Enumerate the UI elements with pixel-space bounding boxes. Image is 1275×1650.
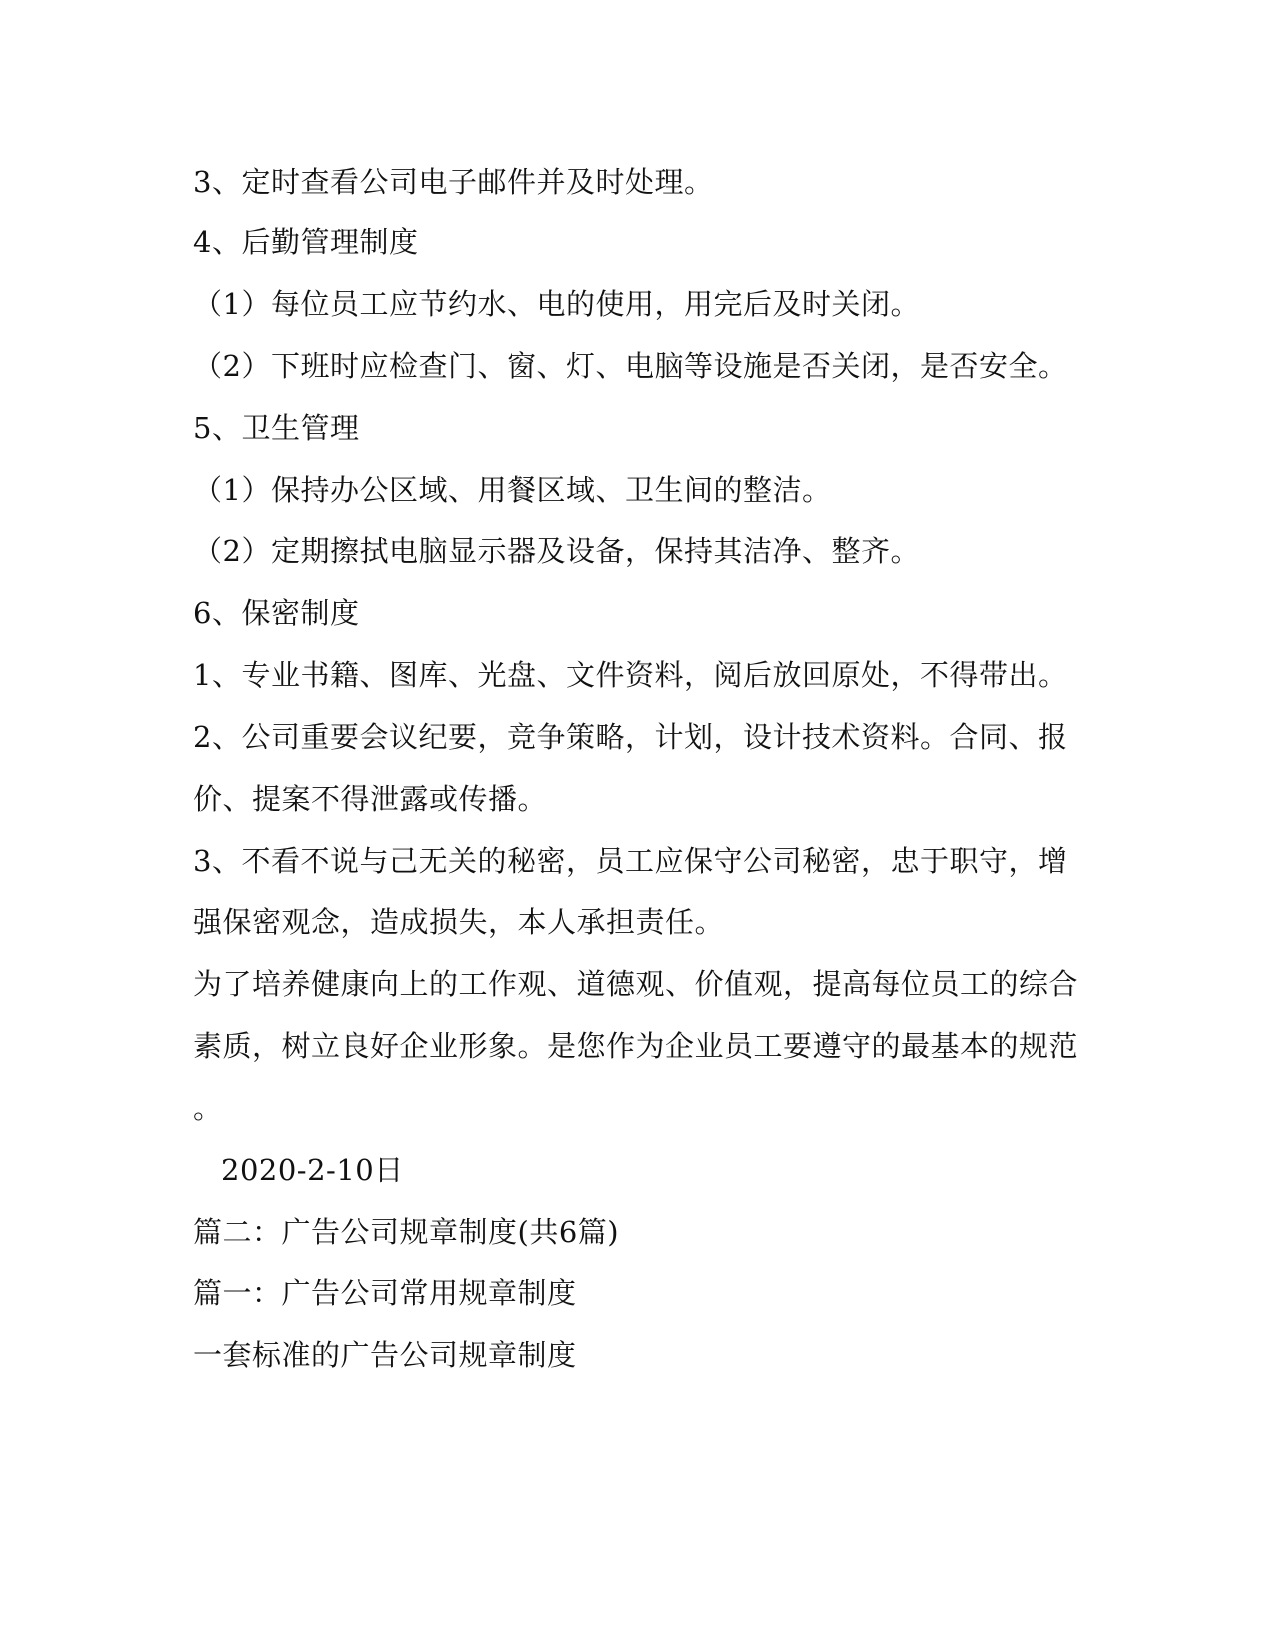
- text-line: 价、提案不得泄露或传播。: [193, 782, 548, 816]
- section-heading: 5、卫生管理: [193, 411, 360, 445]
- text-line: 3、定时查看公司电子邮件并及时处理。: [193, 165, 714, 199]
- text-line: 为了培养健康向上的工作观、道德观、价值观，提高每位员工的综合: [193, 967, 1079, 1001]
- text-line: （2）定期擦拭电脑显示器及设备，保持其洁净、整齐。: [193, 534, 920, 568]
- text-line: 强保密观念，造成损失，本人承担责任。: [193, 905, 725, 939]
- section-heading: 4、后勤管理制度: [193, 225, 419, 259]
- text-line: 素质，树立良好企业形象。是您作为企业员工要遵守的最基本的规范: [193, 1029, 1079, 1063]
- text-line: 2、公司重要会议纪要，竞争策略，计划，设计技术资料。合同、报: [193, 720, 1068, 754]
- date-line: 2020-2-10日: [221, 1153, 404, 1187]
- text-line: 3、不看不说与己无关的秘密，员工应保守公司秘密，忠于职守，增: [193, 844, 1068, 878]
- text-line: （2）下班时应检查门、窗、灯、电脑等设施是否关闭，是否安全。: [193, 349, 1068, 383]
- text-line: 1、专业书籍、图库、光盘、文件资料，阅后放回原处，不得带出。: [193, 658, 1068, 692]
- section-heading: 6、保密制度: [193, 596, 360, 630]
- text-line: 。: [193, 1091, 223, 1125]
- text-line: （1）每位员工应节约水、电的使用，用完后及时关闭。: [193, 287, 920, 321]
- text-line: 一套标准的广告公司规章制度: [193, 1338, 577, 1372]
- text-line: （1）保持办公区域、用餐区域、卫生间的整洁。: [193, 473, 832, 507]
- chapter-title: 篇二：广告公司规章制度(共6篇): [193, 1215, 620, 1249]
- chapter-title: 篇一：广告公司常用规章制度: [193, 1276, 577, 1310]
